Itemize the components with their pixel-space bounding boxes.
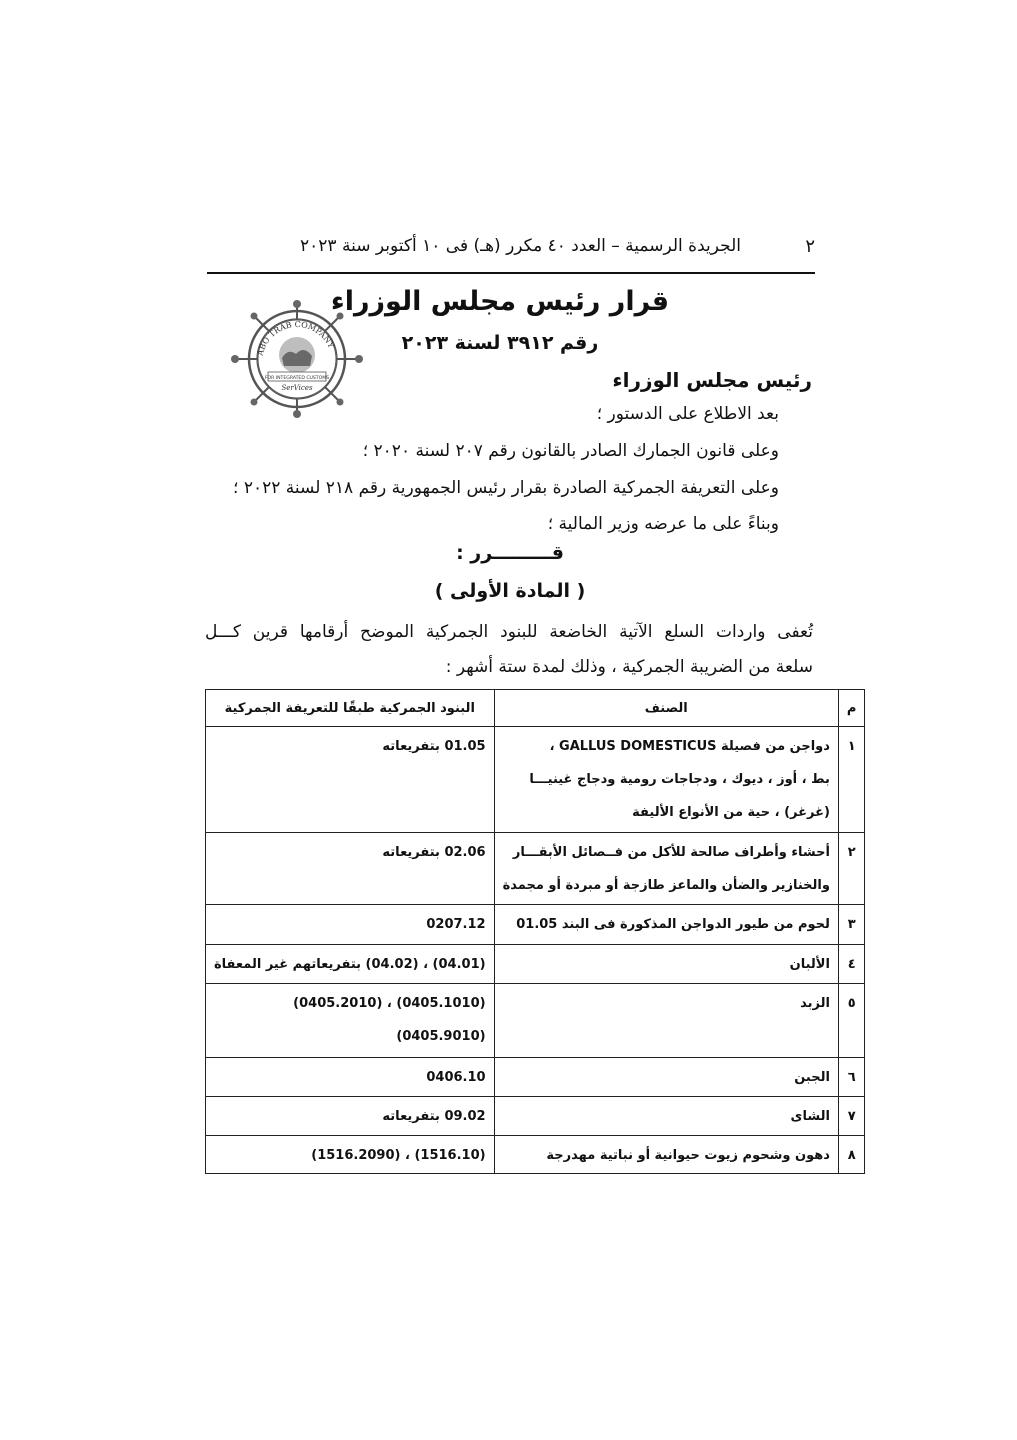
- preamble-line: وبناءً على ما عرضه وزير المالية ؛: [547, 514, 779, 534]
- item-description: الجبن: [494, 1058, 838, 1097]
- tariff-codes: (1516.10) ، (1516.2090): [206, 1136, 495, 1174]
- preamble-line: بعد الاطلاع على الدستور ؛: [596, 404, 779, 424]
- table-row: [206, 945, 865, 984]
- header-divider: [207, 272, 815, 274]
- table-row: [206, 1136, 865, 1174]
- issuer-heading: رئيس مجلس الوزراء: [612, 368, 812, 392]
- gazette-header-title: الجريدة الرسمية – العدد ٤٠ مكرر (هـ) فى ١٠ أكتوبر سنة ٢٠٢٣: [300, 236, 741, 256]
- tariff-codes: 0406.10: [206, 1058, 495, 1097]
- tariff-codes: (04.01) ، (04.02) بتفريعاتهم غير المعفاة: [206, 945, 495, 984]
- header-item: الصنف: [494, 690, 838, 727]
- preamble-line: وعلى قانون الجمارك الصادر بالقانون رقم ٢٠٧ لسنة ٢٠٢٠ ؛: [362, 441, 779, 461]
- table-row: [206, 833, 865, 905]
- article-text-line: تُعفى واردات السلع الآتية الخاضعة للبنود الجمركية الموضح أرقامها قرين كـــل: [205, 622, 813, 642]
- table-row: [206, 1097, 865, 1136]
- item-description: دهون وشحوم زيوت حيوانية أو نباتية مهدرجة: [494, 1136, 838, 1174]
- exempt-goods-table: [205, 689, 865, 1174]
- row-number: ١: [838, 727, 865, 833]
- item-description: لحوم من طيور الدواجن المذكورة فى البند 01.05: [494, 905, 838, 945]
- tariff-codes: 02.06 بتفريعاته: [206, 833, 495, 905]
- article-title: ( المادة الأولى ): [434, 580, 586, 602]
- row-number: ٢: [838, 833, 865, 905]
- row-number: ٨: [838, 1136, 865, 1174]
- stamp-script-text: SerVices: [281, 384, 313, 392]
- tariff-codes: 09.02 بتفريعاته: [206, 1097, 495, 1136]
- row-number: ٧: [838, 1097, 865, 1136]
- table-header-row: [206, 690, 865, 727]
- article-text-line: سلعة من الضريبة الجمركية ، وذلك لمدة ستة أشهر :: [445, 657, 813, 677]
- tariff-codes: 01.05 بتفريعاته: [206, 727, 495, 833]
- item-description: دواجن من فصيلة GALLUS DOMESTICUS ، بط ، أوز ، ديوك ، ودجاجات رومية ودجاج غينيـــا (غرغر) ، حية من الأنواع الأليفة: [494, 727, 838, 833]
- table-row: [206, 905, 865, 945]
- item-description: الشاى: [494, 1097, 838, 1136]
- item-description: أحشاء وأطراف صالحة للأكل من فــصائل الأبقـــار والخنازير والضأن والماعز طازجة أو مبردة أو مجمدة: [494, 833, 838, 905]
- header-no: م: [838, 690, 865, 727]
- company-stamp-logo: [230, 300, 365, 418]
- stamp-band-text: FOR INTEGRATED CUSTOMS: [264, 376, 330, 381]
- table-row: [206, 984, 865, 1058]
- stamp-ring-text: ABO TRAB COMPANY: [255, 319, 336, 357]
- page-number: ٢: [805, 236, 815, 257]
- row-number: ٤: [838, 945, 865, 984]
- row-number: ٦: [838, 1058, 865, 1097]
- tariff-codes: (0405.1010) ، (0405.2010) (0405.9010): [206, 984, 495, 1058]
- decree-title: قرار رئيس مجلس الوزراء: [330, 286, 670, 317]
- page-header: [207, 232, 815, 262]
- item-description: الألبان: [494, 945, 838, 984]
- item-description: الزبد: [494, 984, 838, 1058]
- table-row: [206, 727, 865, 833]
- table-row: [206, 1058, 865, 1097]
- preamble-line: وعلى التعريفة الجمركية الصادرة بقرار رئيس الجمهورية رقم ٢١٨ لسنة ٢٠٢٢ ؛: [233, 478, 779, 498]
- decides-heading: قـــــــــرر :: [456, 542, 564, 564]
- row-number: ٣: [838, 905, 865, 945]
- decree-number: رقم ٣٩١٢ لسنة ٢٠٢٣: [401, 332, 599, 354]
- table-body: [206, 727, 865, 1174]
- row-number: ٥: [838, 984, 865, 1058]
- tariff-codes: 0207.12: [206, 905, 495, 945]
- header-codes: البنود الجمركية طبقًا للتعريفة الجمركية: [206, 690, 495, 727]
